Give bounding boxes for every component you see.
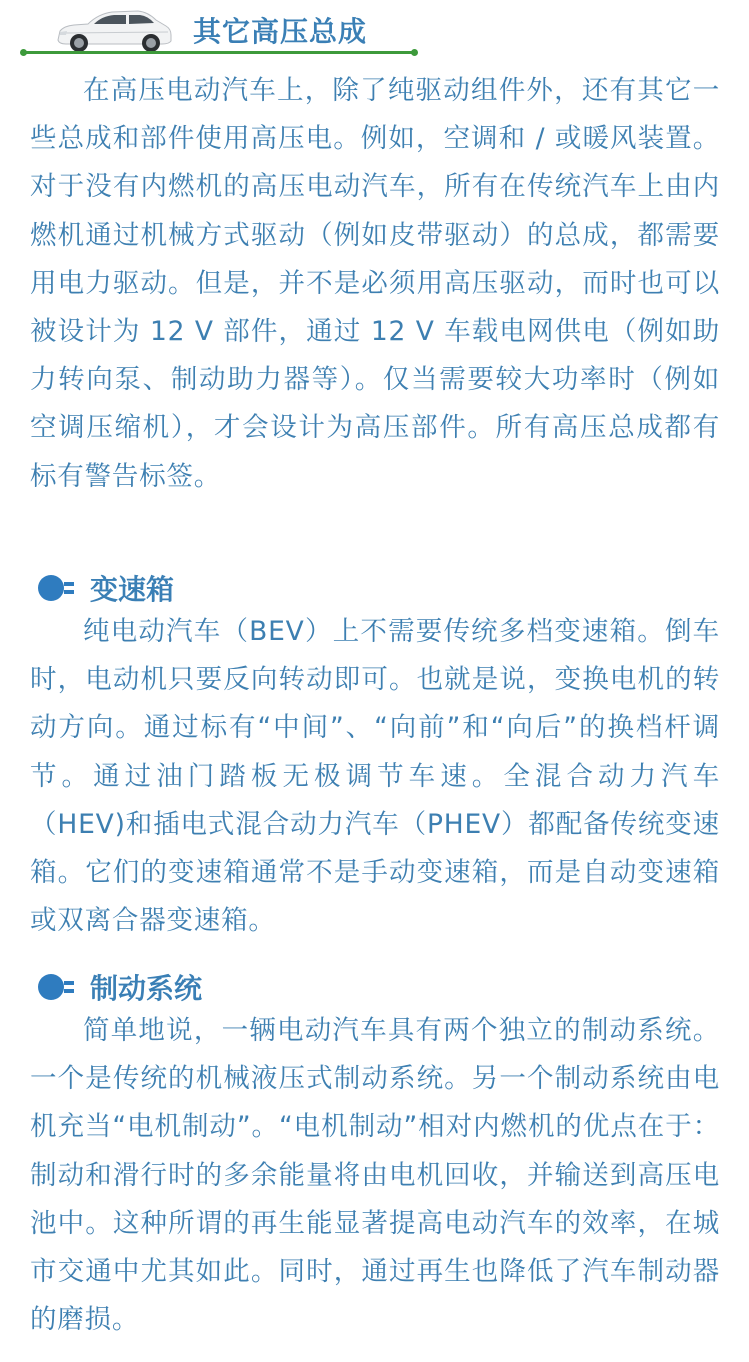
divider-dot-right (411, 49, 418, 56)
header-title: 其它高压总成 (193, 15, 368, 48)
bullet-icon (38, 974, 74, 1000)
intro-paragraph: 在高压电动汽车上，除了纯驱动组件外，还有其它一些总成和部件使用高压电。例如，空调和 / 或暖风装置。对于没有内燃机的高压电动汽车，所有在传统汽车上由内燃机通过机械方式驱动（例如皮带驱动）的总成，都需要用电力驱动。但是，并不是必须用高压驱动，而时也可以被设计为 12 V 部件，通过 12 V 车载电网供电（例如助力转向泵、制动助力器等）。仅当需要较大功率时（例如空调压缩机），才会设计为高压部件。所有高压总成都有标有警告标签。 (30, 75, 720, 492)
transmission-paragraph: 纯电动汽车（BEV）上不需要传统多档变速箱。倒车时，电动机只要反向转动即可。也就是说，变换电机的转动方向。通过标有“中间”、“向前”和“向后”的换档杆调节。通过油门踏板无极调节车速。全混合动力汽车（HEV)和插电式混合动力汽车（PHEV）都配备传统变速箱。它们的变速箱通常不是手动变速箱，而是自动变速箱或双离合器变速箱。 (30, 616, 720, 937)
brake-paragraph: 简单地说，一辆电动汽车具有两个独立的制动系统。一个是传统的机械液压式制动系统。另一个制动系统由电机充当“电机制动”。“电机制动”相对内燃机的优点在于：制动和滑行时的多余能量将由电机回收，并输送到高压电池中。这种所谓的再生能显著提高电动汽车的效率，在城市交通中尤其如此。同时，通过再生也降低了汽车制动器的磨损。 (30, 1015, 720, 1336)
bullet-icon (38, 575, 74, 601)
section-title: 制动系统 (90, 972, 203, 1005)
car-icon (52, 6, 177, 54)
section-title: 变速箱 (90, 573, 175, 606)
header-divider (22, 51, 414, 54)
divider-dot-left (20, 49, 27, 56)
section-header (0, 0, 749, 62)
section-heading-transmission (38, 569, 174, 607)
section-heading-brake (38, 968, 202, 1006)
